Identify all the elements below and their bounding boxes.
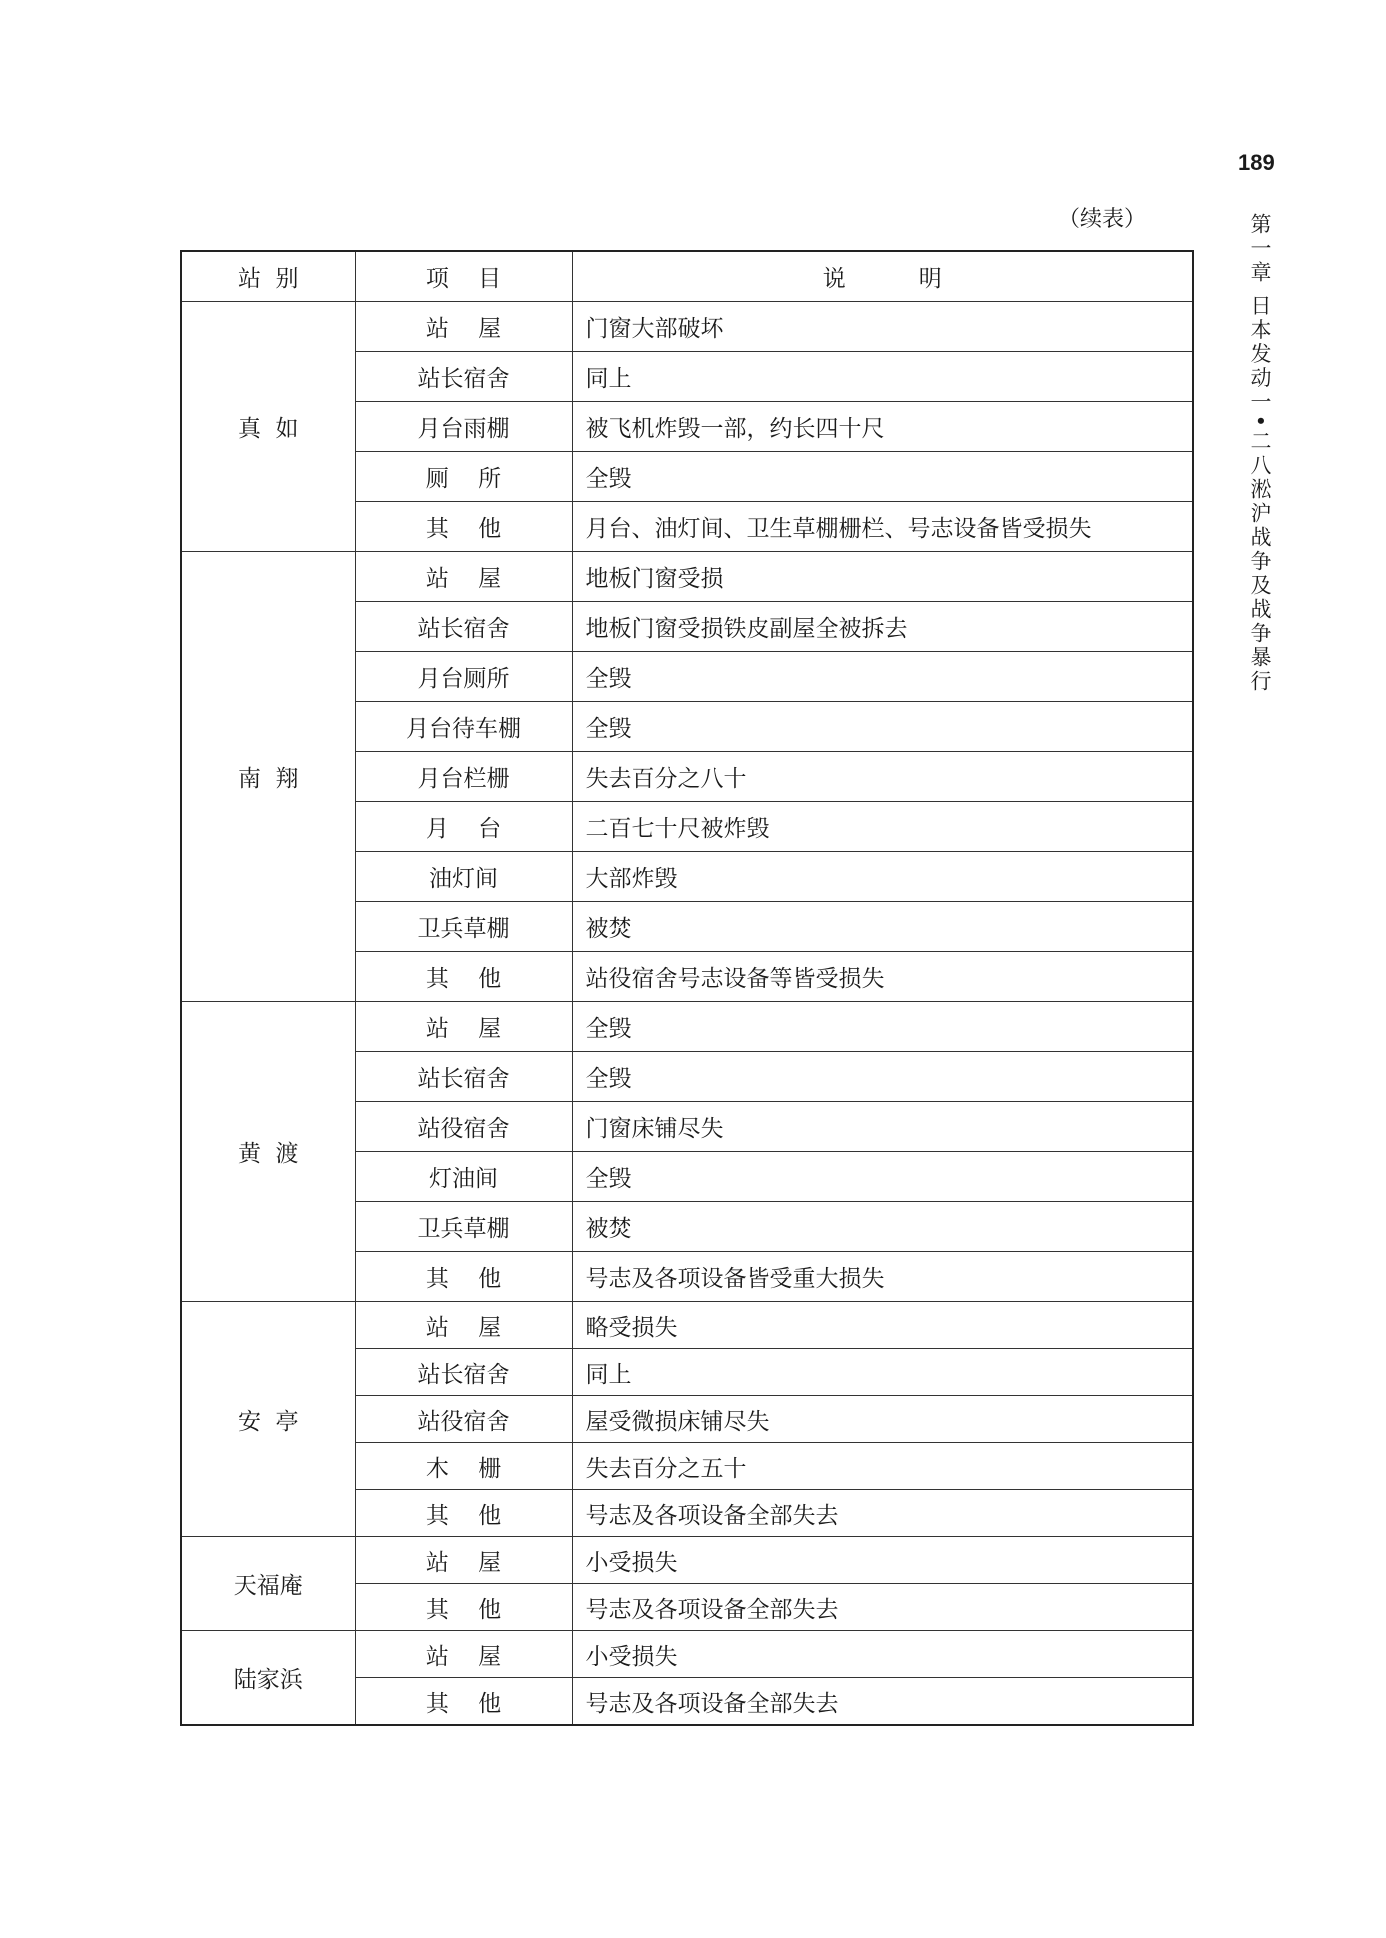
description-cell: 同上 — [572, 1349, 1193, 1396]
description-cell: 号志及各项设备皆受重大损失 — [572, 1252, 1193, 1302]
description-cell: 全毁 — [572, 1002, 1193, 1052]
station-cell: 陆家浜 — [181, 1631, 355, 1726]
damage-table — [180, 250, 1194, 1726]
item-cell: 月台待车棚 — [355, 702, 572, 752]
item-cell: 站长宿舍 — [355, 1349, 572, 1396]
table-row — [181, 1631, 1193, 1678]
station-cell: 南 翔 — [181, 552, 355, 1002]
description-cell: 略受损失 — [572, 1302, 1193, 1349]
description-cell: 全毁 — [572, 702, 1193, 752]
table-row — [181, 552, 1193, 602]
item-cell: 其 他 — [355, 952, 572, 1002]
description-cell: 月台、油灯间、卫生草棚栅栏、号志设备皆受损失 — [572, 502, 1193, 552]
description-cell: 小受损失 — [572, 1631, 1193, 1678]
description-cell: 站役宿舍号志设备等皆受损失 — [572, 952, 1193, 1002]
description-cell: 地板门窗受损 — [572, 552, 1193, 602]
item-cell: 站 屋 — [355, 1302, 572, 1349]
item-cell: 站役宿舍 — [355, 1102, 572, 1152]
description-cell: 屋受微损床铺尽失 — [572, 1396, 1193, 1443]
table-header-row — [181, 251, 1193, 302]
item-cell: 卫兵草棚 — [355, 902, 572, 952]
item-cell: 月台厕所 — [355, 652, 572, 702]
item-cell: 站役宿舍 — [355, 1396, 572, 1443]
description-cell: 全毁 — [572, 1052, 1193, 1102]
item-cell: 站 屋 — [355, 1631, 572, 1678]
item-cell: 灯油间 — [355, 1152, 572, 1202]
description-cell: 全毁 — [572, 452, 1193, 502]
item-cell: 站 屋 — [355, 552, 572, 602]
header-description: 说 明 — [572, 251, 1193, 302]
description-cell: 门窗床铺尽失 — [572, 1102, 1193, 1152]
item-cell: 其 他 — [355, 1252, 572, 1302]
description-cell: 二百七十尺被炸毁 — [572, 802, 1193, 852]
item-cell: 月台栏栅 — [355, 752, 572, 802]
header-station: 站 别 — [181, 251, 355, 302]
description-cell: 地板门窗受损铁皮副屋全被拆去 — [572, 602, 1193, 652]
page-number: 189 — [1238, 150, 1275, 175]
description-cell: 号志及各项设备全部失去 — [572, 1678, 1193, 1726]
description-cell: 被飞机炸毁一部，约长四十尺 — [572, 402, 1193, 452]
table-row — [181, 1537, 1193, 1584]
table-body — [181, 302, 1193, 1726]
item-cell: 油灯间 — [355, 852, 572, 902]
item-cell: 站 屋 — [355, 1002, 572, 1052]
station-cell: 安 亭 — [181, 1302, 355, 1537]
description-cell: 被焚 — [572, 902, 1193, 952]
running-head: 第一章 日本发动一•二八淞沪战争及战争暴行 — [1248, 213, 1272, 695]
description-cell: 号志及各项设备全部失去 — [572, 1584, 1193, 1631]
description-cell: 同上 — [572, 352, 1193, 402]
item-cell: 其 他 — [355, 502, 572, 552]
table-row — [181, 1302, 1193, 1349]
station-cell: 天福庵 — [181, 1537, 355, 1631]
item-cell: 站 屋 — [355, 1537, 572, 1584]
station-cell: 黄 渡 — [181, 1002, 355, 1302]
item-cell: 卫兵草棚 — [355, 1202, 572, 1252]
table-row — [181, 302, 1193, 352]
description-cell: 被焚 — [572, 1202, 1193, 1252]
item-cell: 站长宿舍 — [355, 1052, 572, 1102]
description-cell: 全毁 — [572, 1152, 1193, 1202]
item-cell: 月台雨棚 — [355, 402, 572, 452]
description-cell: 号志及各项设备全部失去 — [572, 1490, 1193, 1537]
item-cell: 其 他 — [355, 1678, 572, 1726]
continued-label: （续表） — [1058, 207, 1147, 232]
item-cell: 站长宿舍 — [355, 352, 572, 402]
item-cell: 月 台 — [355, 802, 572, 852]
item-cell: 其 他 — [355, 1584, 572, 1631]
item-cell: 其 他 — [355, 1490, 572, 1537]
item-cell: 站 屋 — [355, 302, 572, 352]
table-row — [181, 1002, 1193, 1052]
station-cell: 真 如 — [181, 302, 355, 552]
description-cell: 失去百分之八十 — [572, 752, 1193, 802]
item-cell: 站长宿舍 — [355, 602, 572, 652]
description-cell: 失去百分之五十 — [572, 1443, 1193, 1490]
description-cell: 大部炸毁 — [572, 852, 1193, 902]
description-cell: 门窗大部破坏 — [572, 302, 1193, 352]
description-cell: 全毁 — [572, 652, 1193, 702]
item-cell: 厕 所 — [355, 452, 572, 502]
item-cell: 木 栅 — [355, 1443, 572, 1490]
description-cell: 小受损失 — [572, 1537, 1193, 1584]
header-item: 项 目 — [355, 251, 572, 302]
